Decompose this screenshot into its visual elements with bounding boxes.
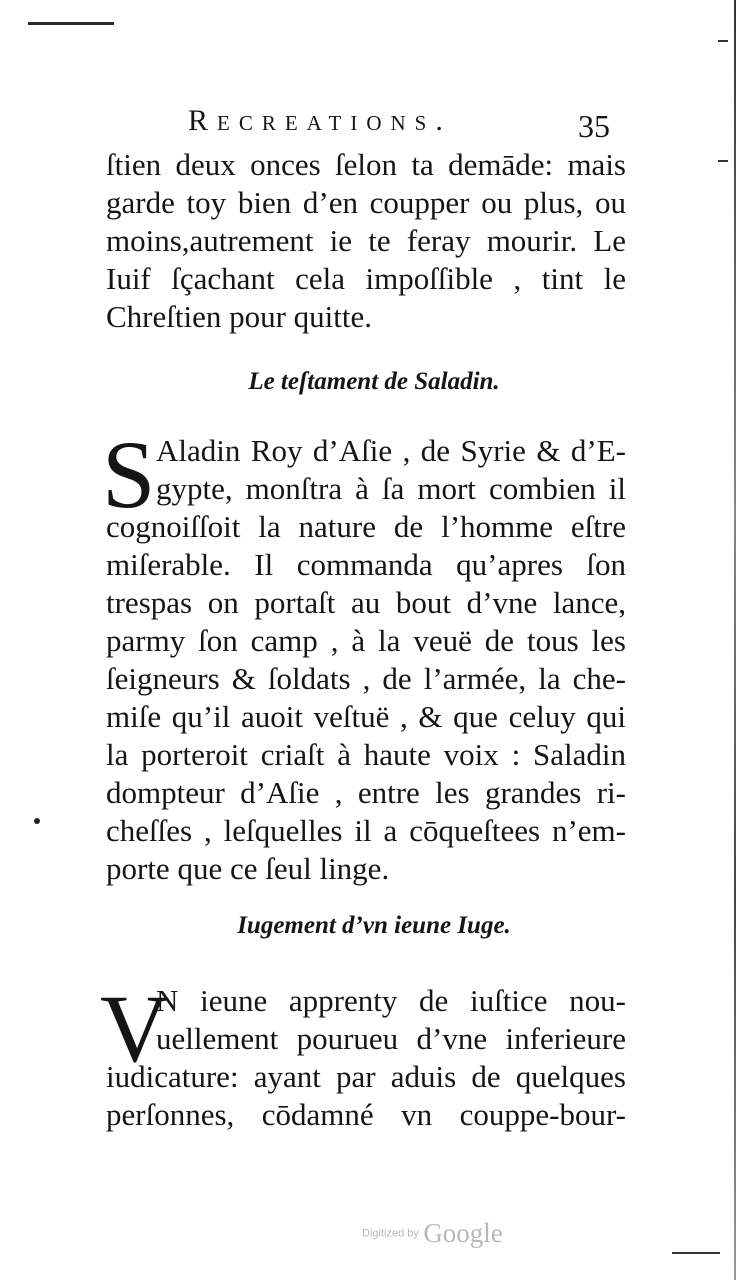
text-line: ſeigneurs & ſoldats , de l’armée, la che- (106, 661, 626, 696)
google-logo: Google (423, 1218, 503, 1248)
text-line: N ieune apprenty de iuſtice nou- (156, 983, 626, 1018)
text-line: miſerable. Il commanda qu’apres ſon (106, 547, 626, 582)
section-title: Le teſtament de Saladin. (248, 368, 500, 395)
text-line: moins,autrement ie te feray mourir. Le (106, 223, 626, 258)
text-line: miſe qu’il auoit veſtuë , & que celuy qui (106, 699, 626, 734)
text-line: Chreſtien pour quitte. (106, 299, 373, 334)
scan-edge-tick (718, 40, 728, 42)
section-title: Iugement d’vn ieune Iuge. (237, 912, 511, 939)
text-line: cognoiſſoit la nature de l’homme eſtre (106, 509, 626, 544)
text-line: garde toy bien d’en coupper ou plus, ou (106, 185, 626, 220)
running-title: Recreations. (188, 104, 452, 137)
text-line: la porteroit criaſt à haute voix : Saladin (106, 737, 626, 772)
text-line: Aladin Roy d’Aſie , de Syrie & d’E- (156, 433, 626, 468)
drop-cap: V (100, 975, 170, 1082)
text-line: ſtien deux onces ſelon ta demāde: mais (106, 147, 626, 182)
text-line: porte que ce ſeul linge. (106, 851, 390, 886)
page-edge (734, 0, 736, 1280)
text-line: cheſſes , leſquelles il a cōqueſtees n’em- (106, 813, 626, 848)
digitized-by-label: Digitized by (362, 1227, 419, 1240)
text-line: perſonnes, cōdamné vn couppe-bour- (106, 1097, 626, 1132)
text-line: uellement pourueu d’vne inferieure (156, 1021, 626, 1056)
drop-cap: S (102, 421, 156, 528)
ink-speck (34, 818, 40, 824)
page-number: 35 (578, 108, 610, 144)
scan-edge-tick (718, 160, 728, 162)
text-line: dompteur d’Aſie , entre les grandes ri- (106, 775, 626, 810)
scan-edge-mark (28, 22, 114, 25)
digitized-by-watermark (362, 1218, 503, 1249)
text-line: Iuif ſçachant cela impoſſible , tint le (106, 261, 626, 296)
text-line: iudicature: ayant par aduis de quelques (106, 1059, 626, 1094)
text-line: gypte, monſtra à ſa mort combien il (156, 471, 626, 506)
scan-edge-mark (672, 1252, 720, 1254)
text-line: parmy ſon camp , à la veuë de tous les (106, 623, 626, 658)
text-line: trespas on portaſt au bout d’vne lance, (106, 585, 626, 620)
